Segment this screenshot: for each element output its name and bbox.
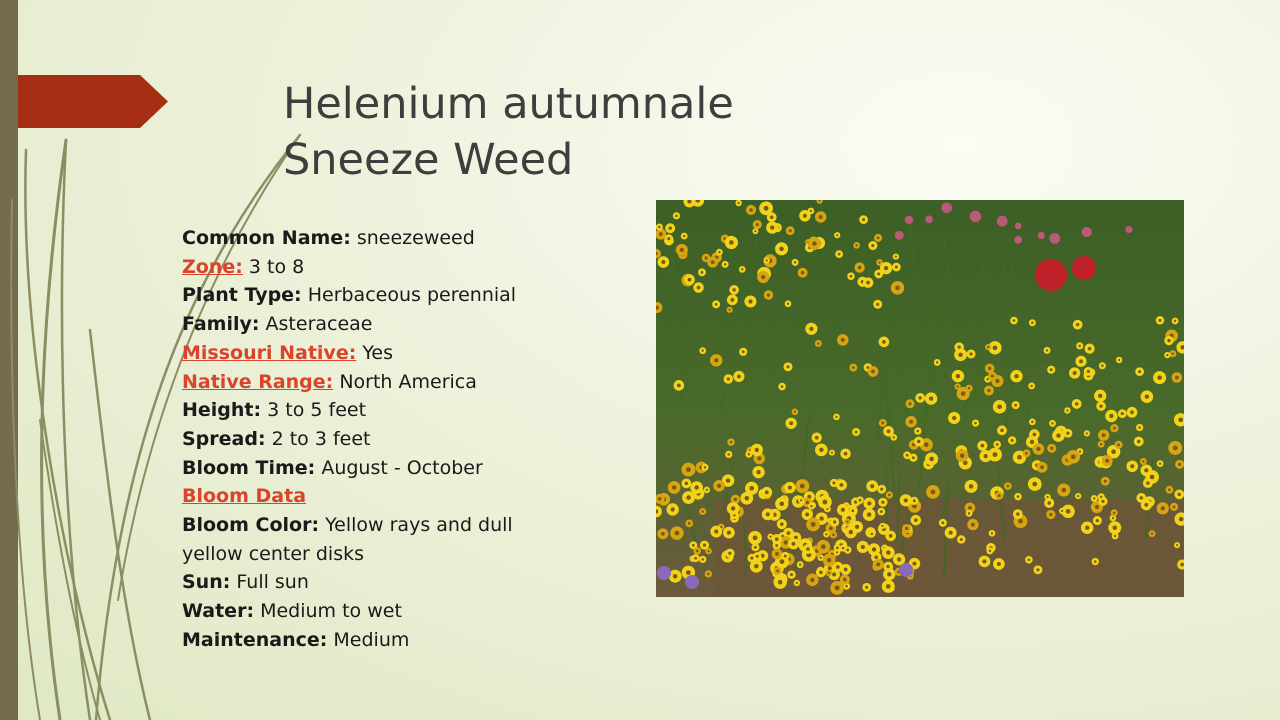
bloom-time-label: Bloom Time: <box>182 456 316 479</box>
water-value: Medium to wet <box>254 600 402 623</box>
title-arrow-accent <box>18 75 168 128</box>
title-line-1: Helenium autumnale <box>283 79 734 129</box>
zone-link[interactable]: Zone: <box>182 255 243 278</box>
sneezeweed-photo <box>656 200 1184 597</box>
plant-type-value: Herbaceous perennial <box>301 284 517 307</box>
slide-title <box>283 76 734 188</box>
height-label: Height: <box>182 399 262 422</box>
native-range-row <box>182 368 542 397</box>
family-value: Asteraceae <box>259 313 373 336</box>
family-label: Family: <box>182 313 260 336</box>
missouri-native-value: Yes <box>356 341 394 364</box>
bloom-color-row <box>182 511 542 568</box>
bloom-time-value: August - October <box>315 456 483 479</box>
zone-row <box>182 253 542 282</box>
common-name-value: sneezeweed <box>350 227 475 249</box>
plant-info <box>182 224 542 655</box>
water-row <box>182 597 542 626</box>
maintenance-label: Maintenance: <box>182 628 328 651</box>
missouri-native-row <box>182 339 542 368</box>
bloom-data-link[interactable]: Bloom Data <box>182 485 307 508</box>
bloom-color-value: Yellow rays and dull yellow center disks <box>182 514 513 565</box>
missouri-native-link[interactable]: Missouri Native: <box>182 341 357 364</box>
spread-value: 2 to 3 feet <box>265 427 371 450</box>
maintenance-value: Medium <box>327 628 410 651</box>
title-line-2: Sneeze Weed <box>283 135 574 185</box>
plant-type-label: Plant Type: <box>182 284 302 307</box>
maintenance-row <box>182 626 542 655</box>
common-name-row <box>182 224 542 253</box>
sun-label: Sun: <box>182 571 231 594</box>
bloom-time-row <box>182 454 542 483</box>
height-row <box>182 396 542 425</box>
spread-row <box>182 425 542 454</box>
sun-row <box>182 568 542 597</box>
water-label: Water: <box>182 600 255 623</box>
bloom-data-row <box>182 482 542 511</box>
family-row <box>182 310 542 339</box>
zone-value: 3 to 8 <box>242 255 305 278</box>
common-name-label: Common Name: <box>182 227 351 249</box>
height-value: 3 to 5 feet <box>261 399 367 422</box>
native-range-link[interactable]: Native Range: <box>182 370 334 393</box>
sun-value: Full sun <box>230 571 309 594</box>
plant-type-row <box>182 281 542 310</box>
bloom-color-label: Bloom Color: <box>182 514 320 537</box>
spread-label: Spread: <box>182 427 266 450</box>
native-range-value: North America <box>333 370 477 393</box>
